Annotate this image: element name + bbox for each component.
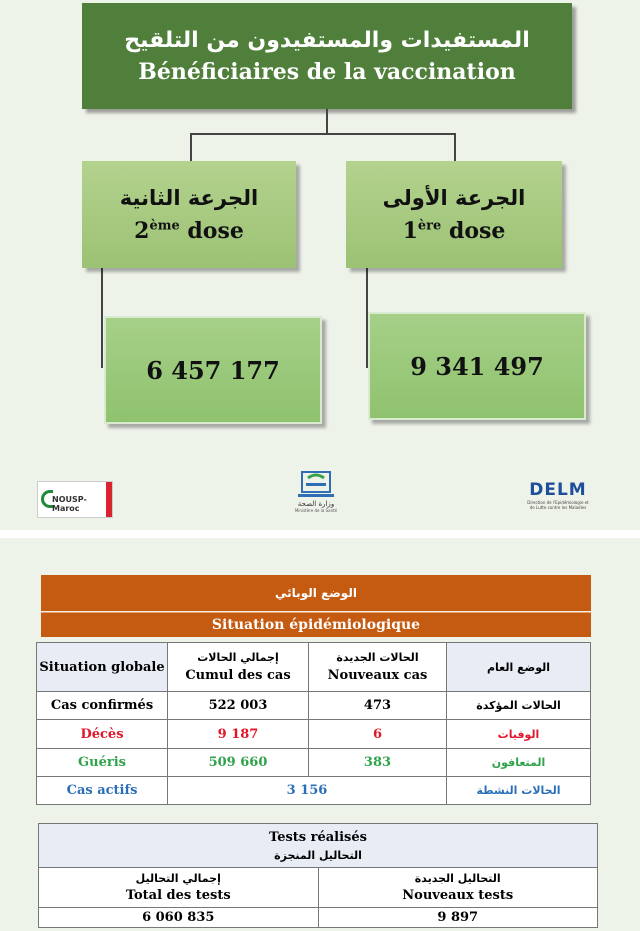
delm-logo [527, 480, 589, 520]
row-active-value: 3 156 [168, 777, 447, 805]
vaccination-title-ar: المستفيدات والمستفيدون من التلقيح [124, 27, 530, 53]
ministry-logo [285, 470, 347, 528]
dose1-value: 9 341 497 [410, 351, 544, 381]
dose2-label-box [82, 161, 296, 268]
dose2-value: 6 457 177 [146, 355, 280, 385]
delm-logo-subtitle: Direction de l'Epidémiologie et de Lutte contre les Maladies [527, 500, 589, 510]
row-label-ar: الوفيات [447, 720, 591, 749]
situation-title-fr: Situation épidémiologique [211, 617, 421, 633]
header-cumul [168, 643, 309, 692]
header-new-ar: الحالات الجديدة [336, 651, 419, 664]
table-header-row [37, 643, 591, 692]
dose1-label-ar: الجرعة الأولى [382, 185, 526, 210]
tests-header-total-ar: إجمالي التحاليل [135, 872, 221, 885]
row-label-fr: Cas actifs [37, 777, 168, 805]
tests-header-new-ar: التحاليل الجديدة [414, 872, 501, 885]
dose2-word: dose [179, 217, 244, 244]
tests-header-total-fr: Total des tests [125, 888, 231, 903]
tests-total-value: 6 060 835 [39, 908, 319, 928]
row-label-ar: الحالات النشطة [447, 777, 591, 805]
dose1-label-box [346, 161, 562, 268]
vaccination-title-fr: Bénéficiaires de la vaccination [138, 58, 516, 85]
row-label-fr: Guéris [37, 749, 168, 777]
tests-header-total [39, 868, 319, 908]
connector-line [326, 109, 328, 133]
tests-values-row [39, 908, 598, 928]
situation-title-fr-bar [41, 612, 591, 637]
tests-title [39, 824, 598, 868]
situation-panel [0, 538, 640, 931]
tests-title-row [39, 824, 598, 868]
row-label-fr: Décès [37, 720, 168, 749]
table-row-confirmed [37, 692, 591, 720]
table-row-active [37, 777, 591, 805]
ministry-name-fr: Ministère de la Santé [294, 508, 338, 513]
header-global: Situation globale [37, 643, 168, 692]
vaccination-title-box [82, 3, 572, 109]
situation-title-ar: الوضع الوبائي [275, 586, 357, 600]
tests-header-row [39, 868, 598, 908]
dose1-word: dose [441, 217, 506, 244]
dose1-suffix: ère [417, 218, 442, 234]
dose1-value-box [368, 312, 586, 420]
situation-title-ar-bar [41, 575, 591, 611]
nousp-logo-text: NOUSP-Maroc [52, 495, 87, 513]
situation-table [36, 642, 591, 805]
header-new [309, 643, 447, 692]
ministry-name-ar: وزارة الصحة [297, 500, 335, 508]
row-cumul: 9 187 [168, 720, 309, 749]
tests-header-new [318, 868, 598, 908]
dose2-value-box [104, 316, 322, 424]
dose2-number: 2 [134, 217, 150, 244]
header-cumul-ar: إجمالي الحالات [197, 651, 279, 664]
ministry-emblem-icon [294, 470, 338, 500]
row-new: 473 [309, 692, 447, 720]
tests-title-ar: التحاليل المنجزة [274, 848, 362, 862]
row-new: 6 [309, 720, 447, 749]
connector-line [454, 133, 456, 161]
dose2-label-fr [134, 218, 244, 244]
connector-line [190, 133, 192, 161]
header-cumul-fr: Cumul des cas [185, 668, 291, 683]
row-label-fr: Cas confirmés [37, 692, 168, 720]
connector-line [190, 133, 456, 135]
row-label-ar: الحالات المؤكدة [447, 692, 591, 720]
tests-header-new-fr: Nouveaux tests [402, 888, 514, 903]
nousp-logo [37, 481, 113, 518]
row-new: 383 [309, 749, 447, 777]
tests-new-value: 9 897 [318, 908, 598, 928]
row-cumul: 522 003 [168, 692, 309, 720]
header-new-fr: Nouveaux cas [327, 668, 428, 683]
row-label-ar: المتعافون [447, 749, 591, 777]
table-row-recovered [37, 749, 591, 777]
dose2-label-ar: الجرعة الثانية [119, 185, 259, 210]
header-general-ar: الوضع العام [447, 643, 591, 692]
dose2-suffix: ème [149, 218, 180, 234]
connector-line [101, 268, 103, 368]
dose1-number: 1 [402, 217, 418, 244]
tests-table [38, 823, 598, 928]
dose1-label-fr [403, 218, 506, 244]
row-cumul: 509 660 [168, 749, 309, 777]
table-row-deaths [37, 720, 591, 749]
tests-title-fr: Tests réalisés [269, 829, 367, 845]
delm-logo-text: DELM [529, 480, 587, 500]
